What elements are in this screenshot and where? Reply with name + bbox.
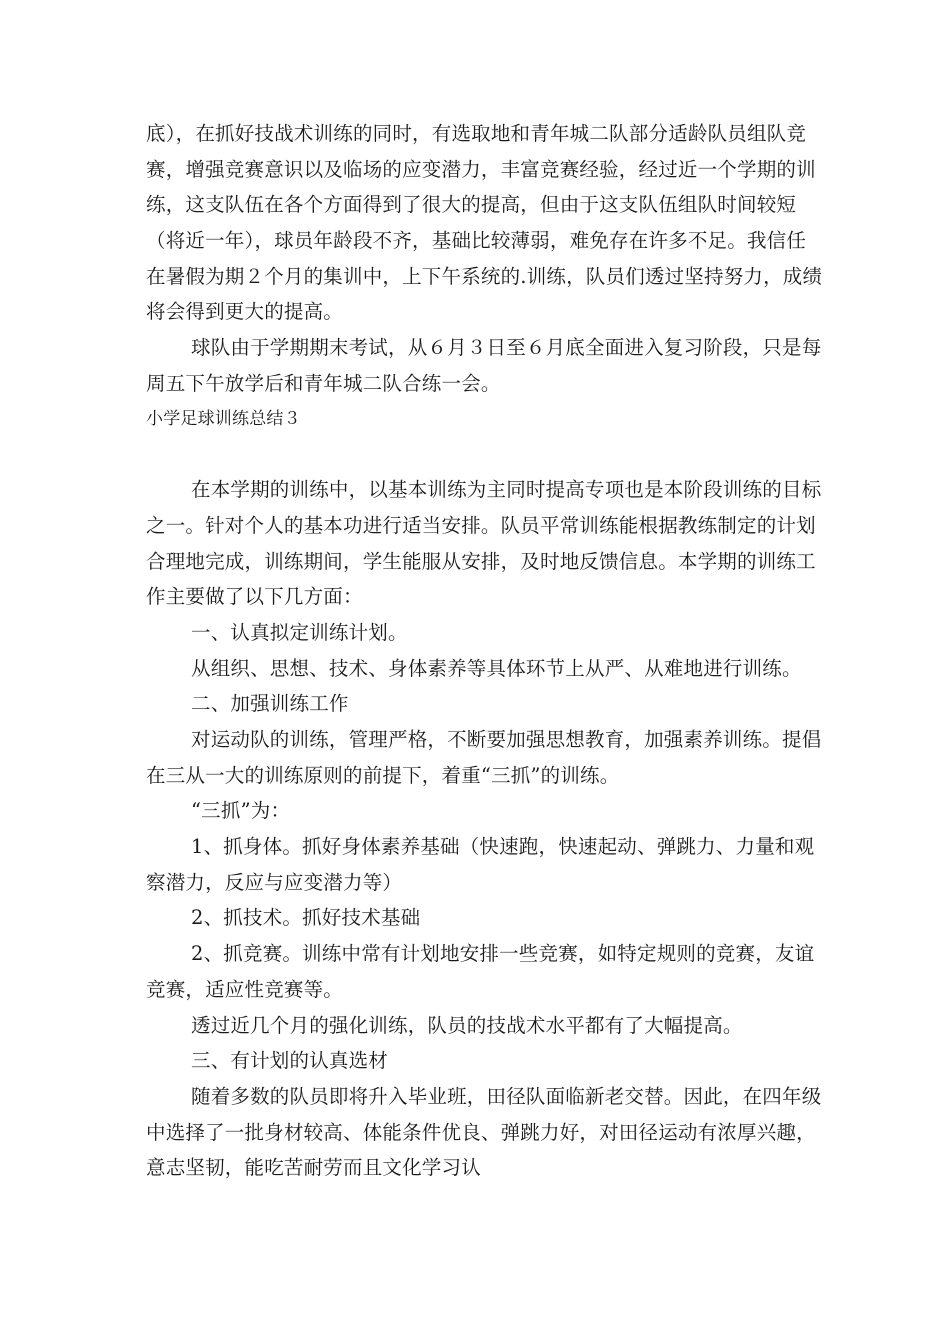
paragraph-line: 周五下午放学后和青年城二队合练一会。 bbox=[146, 371, 501, 395]
paragraph-line: 中选择了一批身材较高、体能条件优良、弹跳力好，对田径运动有浓厚兴趣， bbox=[146, 1120, 816, 1144]
list-item: 2、抓技术。抓好技术基础 bbox=[191, 906, 421, 930]
paragraph-line: 底），在抓好技战术训练的同时，有选取地和青年城二队部分适龄队员组队竞 bbox=[146, 122, 807, 145]
item-heading: 二、加强训练工作 bbox=[191, 692, 349, 716]
list-item: 2、抓竞赛。训练中常有计划地安排一些竞赛，如特定规则的竞赛，友谊 bbox=[191, 942, 815, 966]
paragraph-line: 练，这支队伍在各个方面得到了很大的提高，但由于这支队伍组队时间较短 bbox=[146, 193, 797, 217]
paragraph-line: 从组织、思想、技术、身体素养等具体环节上从严、从难地进行训练。 bbox=[191, 656, 802, 680]
document-page bbox=[146, 116, 823, 1186]
paragraph-line: 在三从一大的训练原则的前提下，着重“三抓”的训练。 bbox=[146, 763, 620, 787]
paragraph-line: 合理地完成，训练期间，学生能服从安排，及时地反馈信息。本学期的训练工 bbox=[146, 549, 816, 573]
paragraph-line: 赛，增强竞赛意识以及临场的应变潜力，丰富竞赛经验，经过近一个学期的训 bbox=[146, 157, 816, 181]
paragraph-line: “三抓”为： bbox=[191, 799, 291, 823]
paragraph-line: 对运动队的训练，管理严格，不断要加强思想教育，加强素养训练。提倡 bbox=[191, 728, 822, 751]
paragraph-line: 作主要做了以下几方面： bbox=[146, 585, 363, 609]
paragraph-line: 意志坚韧，能吃苦耐劳而且文化学习认 bbox=[146, 1156, 481, 1180]
paragraph-line: 之一。针对个人的基本功进行适当安排。队员平常训练能根据教练制定的计划 bbox=[146, 513, 816, 537]
paragraph-line: 竞赛，适应性竞赛等。 bbox=[146, 977, 344, 1001]
paragraph-line: 在本学期的训练中，以基本训练为主同时提高专项也是本阶段训练的目标 bbox=[191, 478, 822, 502]
paragraph-line: 在暑假为期２个月的集训中，上下午系统的.训练，队员们透过坚持努力，成绩 bbox=[146, 264, 823, 288]
paragraph-line: 察潜力，反应与应变潜力等） bbox=[146, 870, 403, 894]
paragraph-line: 透过近几个月的强化训练，队员的技战术水平都有了大幅提高。 bbox=[191, 1013, 743, 1037]
paragraph-line: 球队由于学期期末考试，从６月３日至６月底全面进入复习阶段，只是每 bbox=[191, 336, 822, 360]
paragraph-line: （将近一年），球员年龄段不齐，基础比较薄弱，难免存在许多不足。我信任 bbox=[146, 229, 807, 253]
item-heading: 三、有计划的认真选材 bbox=[191, 1049, 389, 1073]
item-heading: 一、认真拟定训练计划。 bbox=[191, 620, 408, 644]
blank-spacer bbox=[146, 437, 816, 472]
list-item: 1、抓身体。抓好身体素养基础（快速跑，快速起动、弹跳力、力量和观 bbox=[191, 835, 815, 859]
section-title: 小学足球训练总结３ bbox=[146, 408, 301, 429]
paragraph-line: 随着多数的队员即将升入毕业班，田径队面临新老交替。因此，在四年级 bbox=[191, 1084, 822, 1108]
paragraph-line: 将会得到更大的提高。 bbox=[146, 300, 344, 324]
